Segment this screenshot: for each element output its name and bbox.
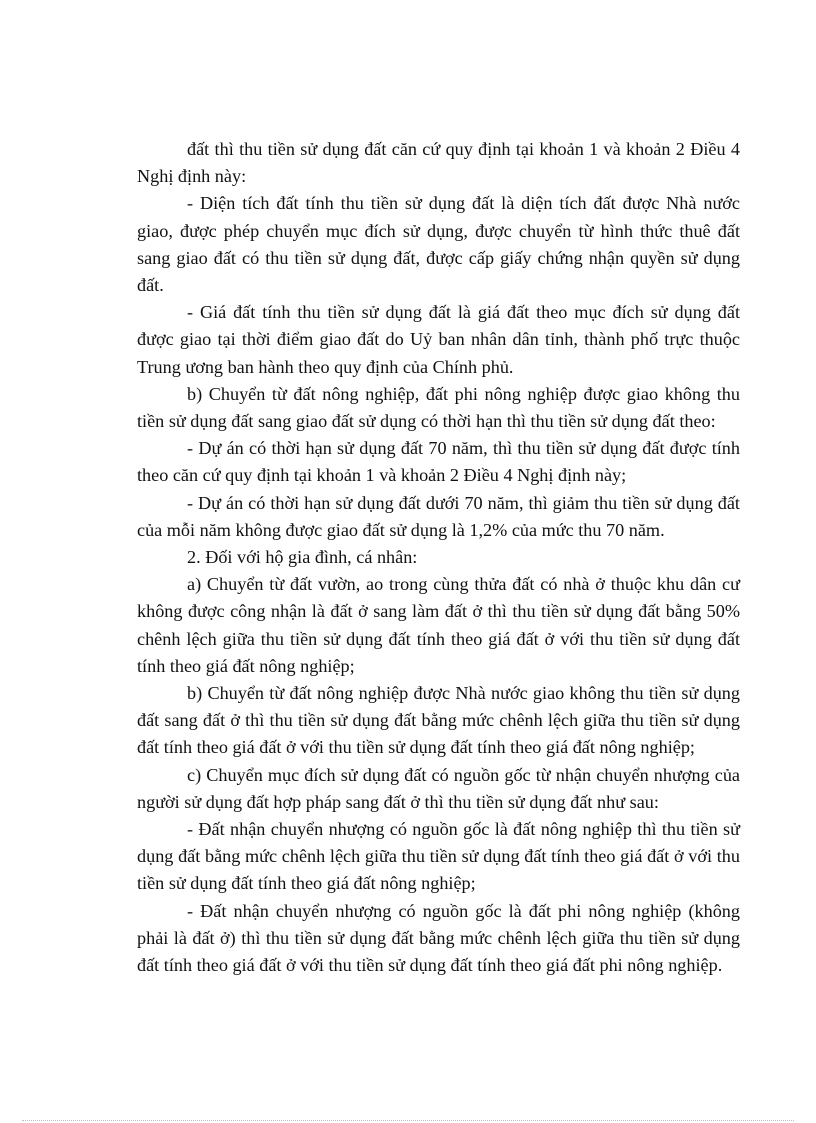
paragraph: - Dự án có thời hạn sử dụng đất 70 năm, thì thu tiền sử dụng đất được tính theo căn cứ quy định tại khoản 1 và khoản 2 Điều 4 Nghị định này;: [137, 438, 740, 486]
paragraph: - Giá đất tính thu tiền sử dụng đất là giá đất theo mục đích sử dụng đất được giao tại thời điểm giao đất do Uỷ ban nhân dân tỉnh, thành phố trực thuộc Trung ương ban hành theo quy định của Chính phủ.: [137, 302, 740, 377]
paragraph: - Diện tích đất tính thu tiền sử dụng đất là diện tích đất được Nhà nước giao, được phép chuyển mục đích sử dụng, được chuyển từ hình thức thuê đất sang giao đất có thu tiền sử dụng đất, được cấp giấy chứng nhận quyền sử dụng đất.: [137, 193, 740, 296]
paragraph: 2. Đối với hộ gia đình, cá nhân:: [187, 547, 418, 568]
paragraph: - Đất nhận chuyển nhượng có nguồn gốc là đất nông nghiệp thì thu tiền sử dụng đất bằng mức chênh lệch giữa thu tiền sử dụng đất tính theo giá đất ở với thu tiền sử dụng đất tính theo giá đất nông nghiệp;: [137, 819, 740, 894]
document-body: [137, 136, 740, 979]
paragraph: đất thì thu tiền sử dụng đất căn cứ quy định tại khoản 1 và khoản 2 Điều 4 Nghị định này:: [137, 139, 740, 187]
paragraph: b) Chuyển từ đất nông nghiệp, đất phi nông nghiệp được giao không thu tiền sử dụng đất sang giao đất sử dụng có thời hạn thì thu tiền sử dụng đất theo:: [137, 383, 740, 432]
page-bottom-divider: [22, 1120, 794, 1121]
paragraph: - Đất nhận chuyển nhượng có nguồn gốc là đất phi nông nghiệp (không phải là đất ở) thì thu tiền sử dụng đất bằng mức chênh lệch giữa thu tiền sử dụng đất tính theo giá đất ở với thu tiền sử dụng đất tính theo giá đất phi nông nghiệp.: [137, 900, 740, 976]
paragraph: a) Chuyển từ đất vườn, ao trong cùng thửa đất có nhà ở thuộc khu dân cư không được công nhận là đất ở sang làm đất ở thì thu tiền sử dụng đất bằng 50% chênh lệch giữa thu tiền sử dụng đất tính theo giá đất ở với thu tiền sử dụng đất tính theo giá đất nông nghiệp;: [137, 574, 740, 676]
paragraph: - Dự án có thời hạn sử dụng đất dưới 70 năm, thì giảm thu tiền sử dụng đất của mỗi năm không được giao đất sử dụng là 1,2% của mức thu 70 năm.: [137, 492, 740, 540]
paragraph: b) Chuyển từ đất nông nghiệp được Nhà nước giao không thu tiền sử dụng đất sang đất ở thì thu tiền sử dụng đất bằng mức chênh lệch giữa thu tiền sử dụng đất tính theo giá đất ở với thu tiền sử dụng đất tính theo giá đất nông nghiệp;: [137, 683, 740, 758]
paragraph: c) Chuyển mục đích sử dụng đất có nguồn gốc từ nhận chuyển nhượng của người sử dụng đất hợp pháp sang đất ở thì thu tiền sử dụng đất như sau:: [137, 764, 740, 812]
